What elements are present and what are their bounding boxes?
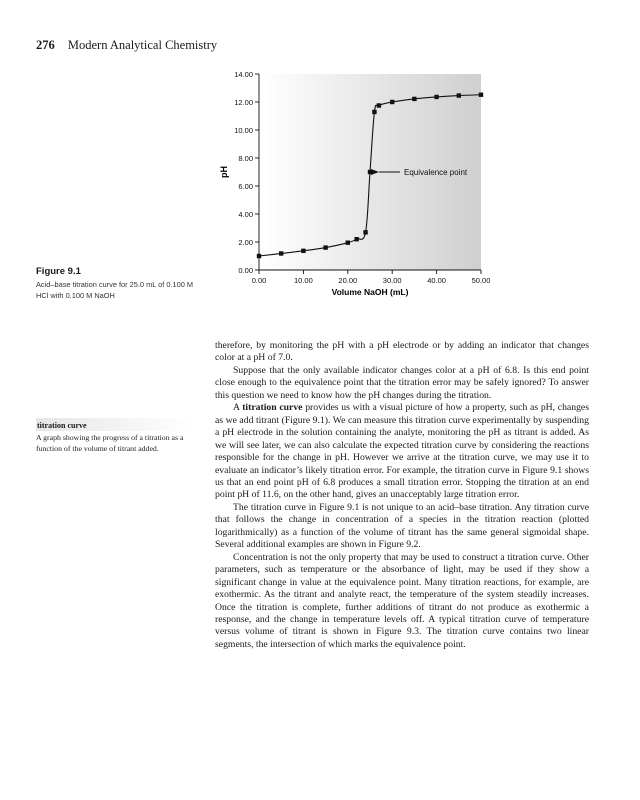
x-tick-label: 10.00 [294, 276, 313, 285]
figure-caption [36, 266, 196, 301]
paragraph-4: The titration curve in Figure 9.1 is not unique to an acid–base titration. Any titration curve that follows the change in concentration of a species in the titration reaction (plotted logarithmically) as a function of the volume of titrant has the same general sigmoidal shape. Several additional examples are shown in Figure 9.2. [215, 501, 589, 551]
glossary-sidebar [36, 418, 194, 454]
glossary-definition: A graph showing the progress of a titration as a function of the volume of titrant added. [36, 433, 184, 453]
x-tick-label: 50.00 [471, 276, 491, 285]
data-point [301, 249, 305, 253]
figure-caption-text: Acid–base titration curve for 25.0 mL of 0.100 M HCl with 0.100 M NaOH [36, 280, 194, 300]
y-tick-label: 0.00 [238, 266, 253, 275]
x-axis [252, 270, 491, 285]
y-axis [234, 70, 259, 275]
x-axis-label: Volume NaOH (mL) [331, 287, 409, 297]
paragraph-3-lead: A [233, 402, 243, 414]
y-tick-label: 4.00 [238, 210, 253, 219]
paragraph-2: Suppose that the only available indicator changes color at a pH of 6.8. Is this end point close enough to the equivalence point that the titration error may be safely ignored? To answer this question we need to know how the pH changes during the titration. [215, 364, 589, 401]
titration-curve-term: titration curve [242, 402, 303, 414]
y-tick-label: 2.00 [238, 238, 253, 247]
data-point [412, 97, 416, 101]
data-point [390, 100, 394, 104]
page-number: 276 [36, 38, 55, 52]
y-tick-label: 10.00 [234, 126, 253, 135]
data-point [377, 103, 381, 107]
y-tick-label: 6.00 [238, 182, 253, 191]
page-header [36, 38, 217, 53]
body-text [215, 340, 589, 651]
paragraph-5: Concentration is not the only property that may be used to construct a titration curve. Other parameters, such as temperature or the absorbance of light, may be used if they show a significant change in value at the equivalence point. Many titration reactions, for example, are exothermic. As the titrant and analyte react, the temperature of the system steadily increases. Once the titration is complete, further additions of titrant do not produce as exothermic a response, and the change in temperature levels off. A typical titration curve of temperature versus volume of titrant is shown in Figure 9.3. The titration curve contains two linear segments, the intersection of which marks the equivalence point. [215, 551, 589, 650]
paragraph-3 [215, 402, 589, 502]
data-point [457, 93, 461, 97]
paragraph-1: therefore, by monitoring the pH with a pH electrode or by adding an indicator that changes color at a pH of 7.0. [215, 340, 589, 364]
data-point [368, 170, 372, 174]
paragraph-3-rest: provides us with a visual picture of how a property, such as pH, changes as we add titrant (Figure 9.1). We can measure this titration curve experimentally by suspending a pH electrode in the solution containing the analyte, monitoring the pH as titrant is added. As we will see later, we can also calculate the expected titration curve by considering the reactions responsible for the change in pH. However we arrive at the titration curve, we may use it to evaluate an indicator’s likely titration error. For example, the titration curve in Figure 9.1 shows us that an end point pH of 6.8 produces a small titration error. Stopping the titration at an end point pH of 11.6, on the other hand, gives an unacceptably large titration error. [215, 402, 589, 501]
x-tick-label: 40.00 [427, 276, 446, 285]
figure-label: Figure 9.1 [36, 266, 81, 277]
titration-chart [214, 62, 514, 302]
data-point [323, 245, 327, 249]
y-tick-label: 12.00 [234, 98, 253, 107]
y-axis-label: pH [219, 166, 229, 178]
data-point [257, 254, 261, 258]
data-point [363, 230, 367, 234]
annotation-label: Equivalence point [404, 168, 468, 177]
data-point [279, 251, 283, 255]
y-tick-label: 8.00 [238, 154, 253, 163]
data-point [354, 237, 358, 241]
data-point [346, 241, 350, 245]
data-point [372, 110, 376, 114]
running-title: Modern Analytical Chemistry [67, 38, 218, 52]
data-point [479, 93, 483, 97]
x-tick-label: 0.00 [251, 276, 267, 285]
data-point [434, 95, 438, 99]
x-tick-label: 20.00 [338, 276, 358, 285]
y-tick-label: 14.00 [234, 70, 253, 79]
x-tick-label: 30.00 [382, 276, 402, 285]
glossary-term: titration curve [37, 421, 87, 430]
